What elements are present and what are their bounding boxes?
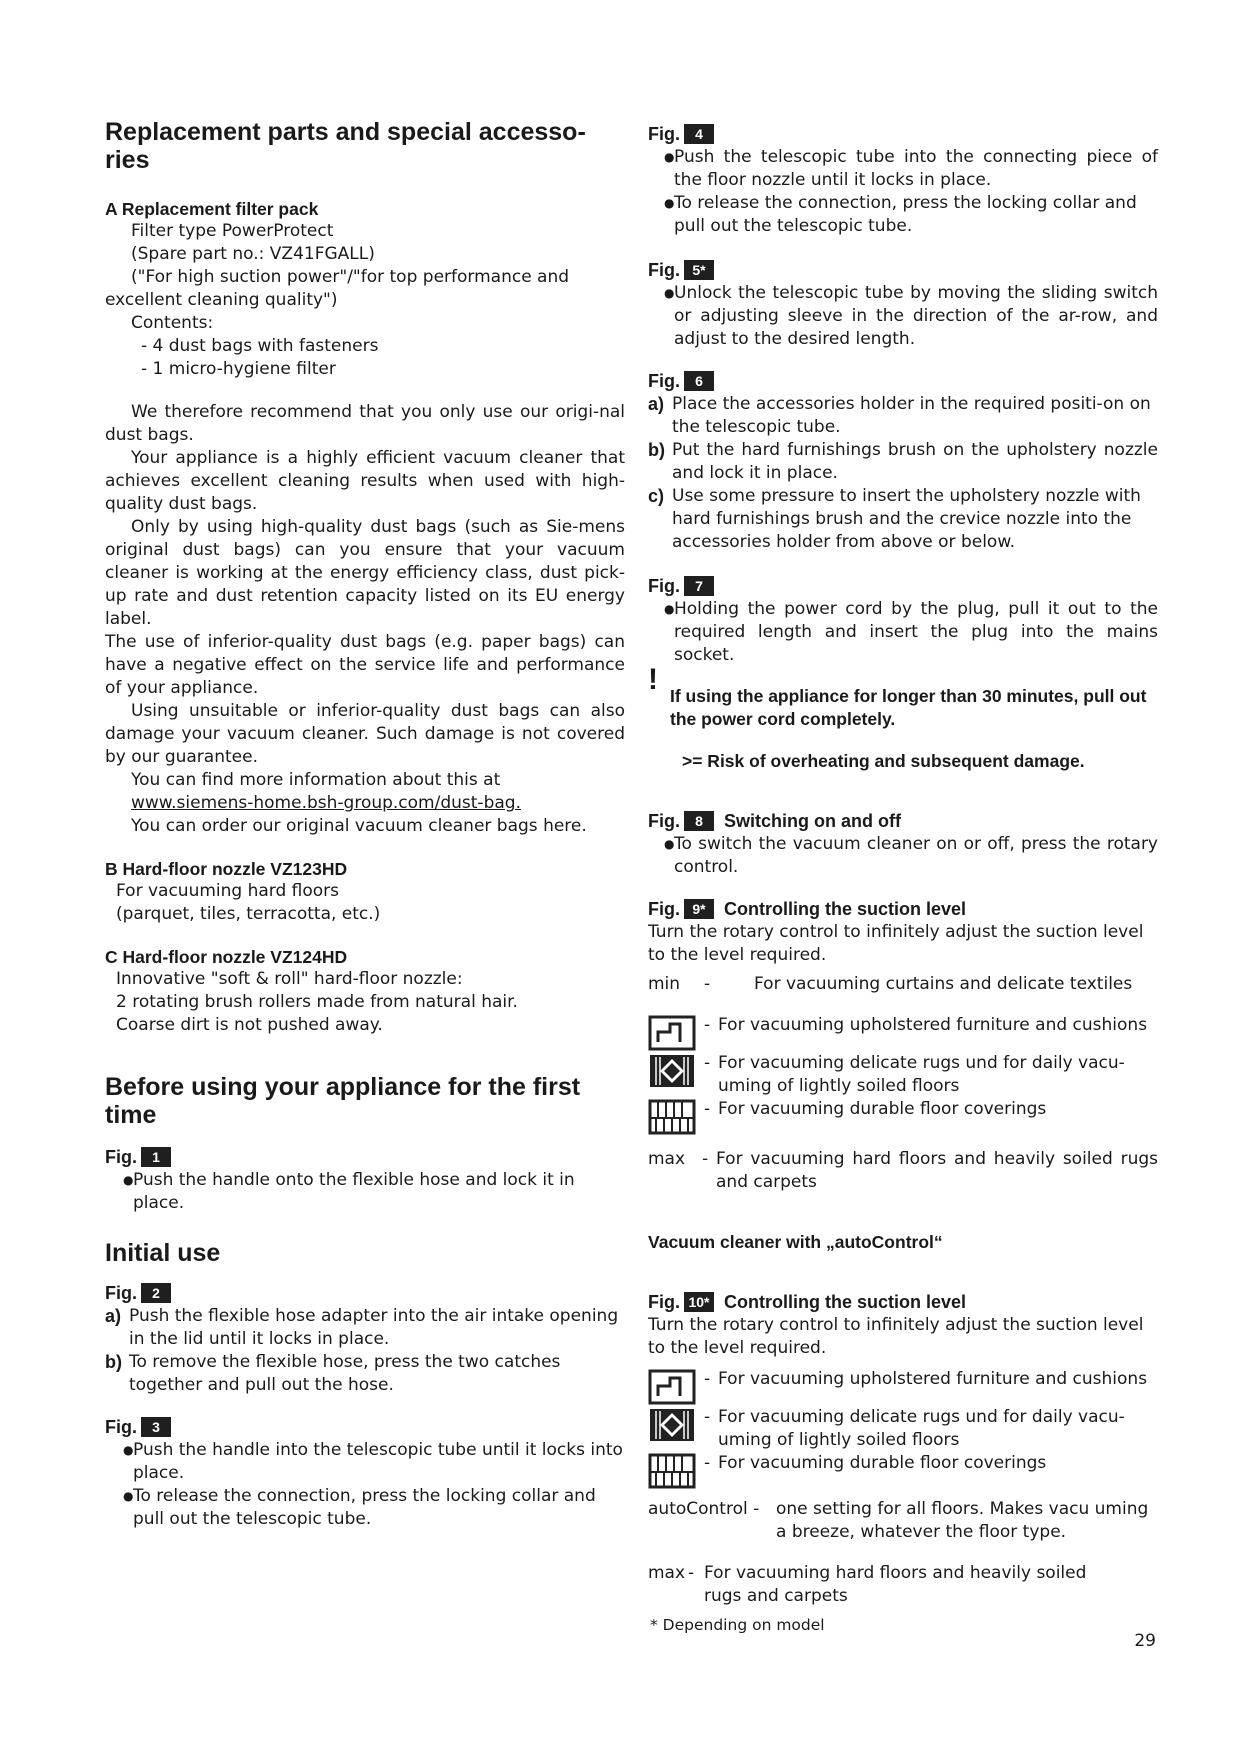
fig-6	[648, 369, 1158, 393]
section-c-line: 2 rotating brush rollers made from natural hair.	[116, 992, 518, 1012]
bullet-text: Push the handle onto the flexible hose and lock it in place.	[133, 1170, 575, 1213]
bullet-text: To switch the vacuum cleaner on or off, press the rotary control.	[674, 833, 1158, 877]
fig-2	[105, 1281, 625, 1305]
bullet-icon: ●	[664, 836, 675, 851]
page-number: 29	[1134, 1631, 1156, 1651]
bullet-item	[105, 1485, 625, 1531]
level-dash: -	[704, 1098, 711, 1119]
fig-label: Fig.	[648, 371, 680, 391]
level-row	[648, 1368, 1158, 1406]
bullet-icon: ●	[664, 286, 675, 300]
level-row	[648, 1406, 1158, 1452]
fig-7	[648, 574, 1158, 598]
level-row	[648, 1014, 1158, 1052]
step-c	[648, 485, 1158, 554]
level-label: autoControl -	[648, 1498, 760, 1519]
fig-number-badge: 3	[141, 1417, 171, 1437]
level-text: For vacuuming durable floor coverings	[718, 1098, 1047, 1119]
level-row	[648, 1098, 1158, 1136]
upholstery-icon	[648, 1014, 698, 1052]
bullet-icon: ●	[123, 1489, 134, 1503]
fig-number-badge: 5*	[684, 260, 714, 280]
rug-icon	[648, 1406, 698, 1444]
bullet-icon: ●	[123, 1173, 134, 1187]
bullet-icon: ●	[664, 196, 675, 210]
section-c-line: Coarse dirt is not pushed away.	[116, 1015, 383, 1035]
level-text: For vacuuming delicate rugs und for daily vacu-uming of lightly soiled floors	[718, 1052, 1125, 1096]
fig10-intro: Turn the rotary control to infinitely adjust the suction level to the level required.	[648, 1314, 1144, 1358]
section-c-title: C Hard-floor nozzle VZ124HD	[105, 947, 348, 967]
section-a-title: A Replacement filter pack	[105, 199, 319, 219]
order-paragraph: You can order our original vacuum cleaner bags here.	[131, 816, 587, 836]
footnote: * Depending on model	[650, 1615, 825, 1634]
contents-item: - 4 dust bags with fasteners	[141, 336, 379, 356]
url-line	[105, 792, 625, 815]
bullet-icon: ●	[664, 150, 675, 164]
step-key: a)	[105, 1306, 122, 1326]
quote: ("For high suction power"/"for top performance and excellent cleaning quality")	[105, 267, 570, 310]
level-max	[648, 1562, 1158, 1608]
fig-9	[648, 897, 1158, 921]
bullet-item	[105, 1439, 625, 1485]
fig-number-badge: 4	[684, 124, 714, 144]
level-autocontrol	[648, 1498, 1158, 1544]
fig-5	[648, 258, 1158, 282]
fig-title: Controlling the suction level	[724, 1291, 967, 1312]
rug-icon	[648, 1052, 698, 1090]
replacement-heading: Replacement parts and special accesso- ries	[105, 118, 586, 174]
dust-bag-link[interactable]: www.siemens-home.bsh-group.com/dust-bag.	[131, 793, 521, 813]
fig-number-badge: 8	[684, 811, 714, 831]
level-label: min	[648, 973, 681, 994]
step-key: b)	[648, 440, 665, 460]
step-key: a)	[648, 394, 665, 414]
fig-number-badge: 10*	[684, 1292, 714, 1312]
bullet-item	[648, 598, 1158, 667]
fig-4	[648, 122, 1158, 146]
step-text: Put the hard furnishings brush on the upholstery nozzle and lock it in place.	[672, 440, 1158, 483]
level-dash: -	[702, 1148, 709, 1169]
paragraph: We therefore recommend that you only use our origi-nal dust bags.	[105, 402, 625, 445]
fig-label: Fig.	[648, 1291, 680, 1312]
more-info: You can find more information about this at	[131, 770, 501, 790]
fig-label: Fig.	[105, 1417, 137, 1437]
initial-use-heading: Initial use	[105, 1239, 221, 1267]
floor-covering-icon	[648, 1098, 698, 1136]
warning	[648, 663, 1158, 748]
bullet-text: Push the telescopic tube into the connecting piece of the floor nozzle until it locks in place.	[674, 147, 1158, 190]
level-dash: -	[704, 1406, 711, 1427]
level-text: For vacuuming upholstered furniture and cushions	[718, 1368, 1148, 1389]
warning-text: If using the appliance for longer than 30 minutes, pull out the power cord completely.	[670, 685, 1147, 729]
fig-10	[648, 1290, 1158, 1314]
contents-item: - 1 micro-hygiene filter	[141, 359, 336, 379]
fig-number-badge: 2	[141, 1283, 171, 1303]
fig-label: Fig.	[648, 124, 680, 144]
fig-number-badge: 6	[684, 371, 714, 391]
bullet-item	[648, 282, 1158, 351]
spare-part: (Spare part no.: VZ41FGALL)	[131, 244, 375, 264]
fig-number-badge: 7	[684, 576, 714, 596]
section-b-line: For vacuuming hard floors	[116, 881, 340, 901]
fig-1	[105, 1145, 625, 1169]
fig-label: Fig.	[105, 1147, 137, 1167]
fig-number-badge: 1	[141, 1147, 171, 1167]
level-dash: -	[688, 1562, 695, 1583]
fig-number-badge: 9*	[684, 899, 714, 919]
fig-3	[105, 1415, 625, 1439]
step-text: Push the flexible hose adapter into the air intake opening in the lid until it locks in place.	[129, 1306, 619, 1349]
level-label: max	[648, 1148, 686, 1169]
step-key: c)	[648, 486, 665, 506]
level-dash: -	[704, 1052, 711, 1073]
bullet-text: Push the handle into the telescopic tube until it locks into place.	[133, 1440, 623, 1483]
paragraph: Using unsuitable or inferior-quality dust bags can also damage your vacuum cleaner. Such damage is not covered by our guarantee.	[105, 701, 625, 767]
bullet-text: To release the connection, press the locking collar and pull out the telescopic tube.	[133, 1486, 596, 1529]
level-dash: -	[704, 1014, 711, 1035]
step-a	[105, 1305, 625, 1351]
fig-8	[648, 809, 1158, 833]
level-text: For vacuuming upholstered furniture and cushions	[718, 1014, 1148, 1035]
bullet-item	[648, 146, 1158, 192]
paragraph: Only by using high-quality dust bags (such as Sie-mens original dust bags) can you ensure that your vacuum cleaner is working at the energy efficiency class, dust pick-up rate and dust retention capacity listed on its EU energy label.	[105, 517, 625, 629]
step-text: To remove the flexible hose, press the two catches together and pull out the hose.	[129, 1352, 561, 1395]
upholstery-icon	[648, 1368, 698, 1406]
before-heading: Before using your appliance for the first time	[105, 1073, 581, 1129]
bullet-icon: ●	[664, 602, 675, 616]
level-dash: -	[704, 1368, 711, 1389]
section-b-title: B Hard-floor nozzle VZ123HD	[105, 859, 348, 879]
step-text: Place the accessories holder in the required positi-on on the telescopic tube.	[672, 394, 1151, 437]
fig-label: Fig.	[648, 576, 680, 596]
fig-label: Fig.	[648, 810, 680, 831]
paragraph: Your appliance is a highly efficient vacuum cleaner that achieves excellent cleaning results when used with high-quality dust bags.	[105, 448, 625, 514]
level-text: For vacuuming hard floors and heavily soiled rugs and carpets	[704, 1562, 1087, 1606]
bullet-item	[105, 1169, 625, 1215]
bullet-text: Unlock the telescopic tube by moving the sliding switch or adjusting sleeve in the direction of the ar-row, and adjust to the desired length.	[674, 283, 1158, 349]
level-text: For vacuuming hard floors and heavily soiled rugs and carpets	[716, 1148, 1158, 1192]
level-row	[648, 1052, 1158, 1098]
step-text: Use some pressure to insert the upholstery nozzle with hard furnishings brush and the crevice nozzle into the accessories holder from above or below.	[672, 486, 1141, 552]
step-a	[648, 393, 1158, 439]
autocontrol-heading: Vacuum cleaner with „autoControl“	[648, 1232, 943, 1252]
step-key: b)	[105, 1352, 122, 1372]
level-dash: -	[704, 973, 711, 994]
fig-label: Fig.	[648, 898, 680, 919]
level-dash: -	[704, 1452, 711, 1473]
level-text: one setting for all floors. Makes vacu uming a breeze, whatever the floor type.	[776, 1498, 1149, 1542]
fig-title: Controlling the suction level	[724, 898, 967, 919]
level-max	[648, 1148, 1158, 1194]
warning-icon: !	[648, 663, 658, 696]
bullet-text: To release the connection, press the locking collar and pull out the telescopic tube.	[674, 193, 1137, 236]
step-b	[105, 1351, 625, 1397]
right-column	[648, 122, 1158, 1637]
risk-text: >= Risk of overheating and subsequent damage.	[682, 751, 1085, 771]
contents-label: Contents:	[131, 313, 214, 333]
section-b-line: (parquet, tiles, terracotta, etc.)	[116, 904, 381, 924]
level-text: For vacuuming curtains and delicate textiles	[754, 973, 1133, 994]
paragraph: The use of inferior-quality dust bags (e.g. paper bags) can have a negative effect on the service life and performance of your appliance.	[105, 632, 625, 698]
left-column	[105, 118, 625, 1531]
step-b	[648, 439, 1158, 485]
fig-title: Switching on and off	[724, 810, 901, 831]
fig-label: Fig.	[105, 1283, 137, 1303]
level-min	[648, 973, 1158, 996]
level-text: For vacuuming durable floor coverings	[718, 1452, 1047, 1473]
level-row	[648, 1452, 1158, 1490]
bullet-item	[648, 192, 1158, 238]
bullet-item	[648, 833, 1158, 879]
fig-label: Fig.	[648, 260, 680, 280]
fig9-intro: Turn the rotary control to infinitely adjust the suction level to the level required.	[648, 921, 1144, 965]
level-text: For vacuuming delicate rugs und for daily vacu-uming of lightly soiled floors	[718, 1406, 1125, 1450]
section-c-line: Innovative "soft & roll" hard-floor nozzle:	[116, 969, 463, 989]
bullet-text: Holding the power cord by the plug, pull it out to the required length and insert the plug into the mains socket.	[674, 599, 1158, 665]
level-label: max	[648, 1562, 686, 1583]
filter-type: Filter type PowerProtect	[131, 221, 334, 241]
floor-covering-icon	[648, 1452, 698, 1490]
bullet-icon: ●	[123, 1443, 134, 1457]
